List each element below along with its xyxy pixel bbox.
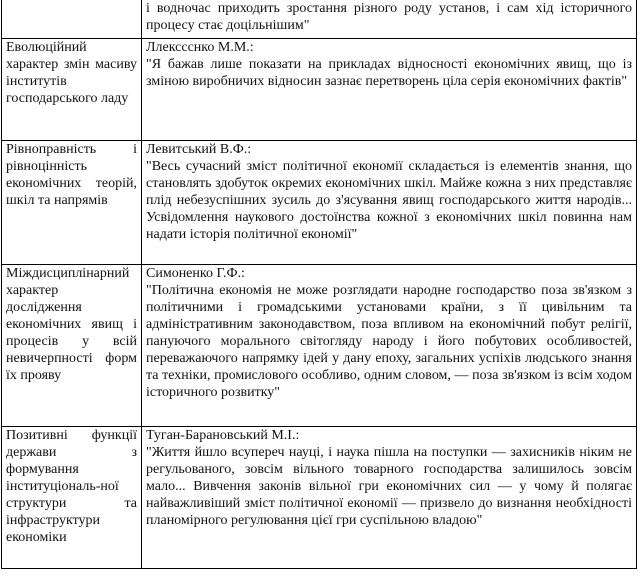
principle-cell: Позитивні функції держави з формування інституціональ-ної структури та інфраструктури економіки [2, 427, 142, 569]
table-row [2, 265, 637, 427]
principles-table [1, 0, 637, 569]
author-name: Туган-Барановський М.І.: [146, 428, 300, 443]
principle-cell: Еволюційний характер змін масиву інститутів господарського ладу [2, 39, 142, 141]
quote-text: "Я бажав лише показати на прикладах відносності економічних явищ, що із зміною виробничих відносин зазнає перетворень ціла серія економічних фактів" [146, 57, 632, 89]
author-name: Левитський В.Ф.: [146, 142, 252, 157]
author-name: Ллекссснко М.М.: [146, 40, 254, 55]
table-row [2, 427, 637, 569]
quote-text: "Політична економія не може розглядати народне господарство поза зв'язком з політичними і громадськими установами країни, з її цивільним та адміністративним законодавством, поза впливом на економічний побут релігії, пануючого морального світогляду народу і його побутових особливостей, переважаючого напрямку ідей у дану епоху, загальних успіхів людського знання та техніки, промислового особливо, одним словом, — поза зв'язком із всім ходом історичного розвитку" [146, 283, 632, 400]
principle-cell: Міждисциплінарний характер дослідження економічних явищ і процесів у всій невичерпності форм їх прояву [2, 265, 142, 427]
table-row [2, 0, 637, 39]
author-name: Симоненко Г.Ф.: [146, 266, 245, 281]
quote-cell [142, 141, 637, 265]
quote-text: "Весь сучасний зміст політичної економії складається із елементів знання, що становлять здобуток окремих економічних шкіл. Майже кожна з них представляє плід небезуспішних зусиль до з'ясування явищ господарського життя народів... Усвідомлення наукового достоїнства кожної з економічних шкіл повинна нам надати історія політичної економії" [146, 159, 632, 242]
quote-cell [142, 0, 637, 39]
principle-cell: Рівноправність і рівноцінність економічних теорій, шкіл та напрямів [2, 141, 142, 265]
quote-cell [142, 427, 637, 569]
quote-text: і водночас приходить зростання різного роду установ, і сам хід історичного процесу стає доцільнішим" [146, 1, 632, 33]
principle-cell [2, 0, 142, 39]
quote-text: "Життя йшло всупереч науці, і наука пішла на поступки — захисників ніким не регульованого, зовсім вільного товарного господарства залишилось зовсім мало... Вивчення законів вільної гри економічних сил — у чому й полягає найважливіший зміст політичної економії — призвело до визнання необхідності планомірного регулювання цієї гри суспільною владою" [146, 445, 632, 528]
quote-cell [142, 265, 637, 427]
table-row [2, 39, 637, 141]
quote-cell [142, 39, 637, 141]
table-row [2, 141, 637, 265]
